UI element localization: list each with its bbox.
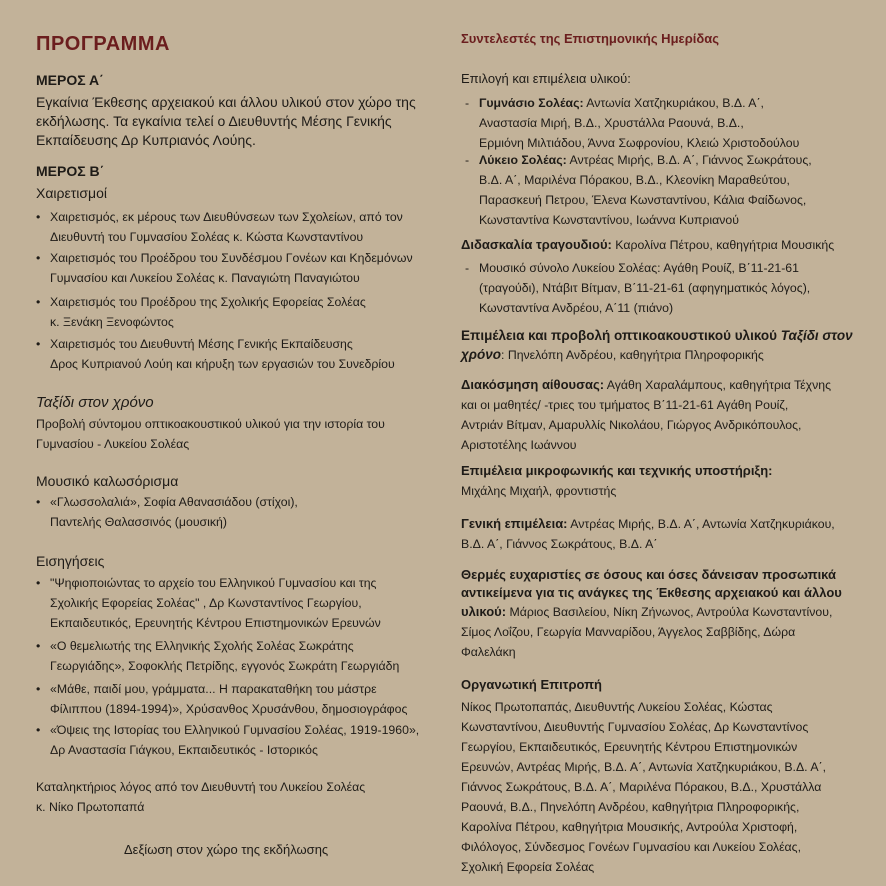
committee-list: Νίκος Πρωτοπαπάς, Διευθυντής Λυκείου Σολέας, Κώστας Κωνσταντίνου, Διευθυντής Γυμνασίου Σολέας, Δρ Κωνσταντίνος Γεωργίου, Εκπαιδευτικός, Ερευνητής Κέντρου Επιστημονικών Ερευνών, Αντρέας Μιρής, Β.Δ. Α΄, Αντωνία Χατζηκυριάκου, Β.Δ. Α΄, Γιάννος Σωκράτους, Β.Δ. Α΄, Μαριλένα Πόρακου, Β.Δ., Χρυστάλλα Ραουνά, Β.Δ., Πηνελόπη Ανδρέου, καθηγήτρια Πληροφορικής, Καρολίνα Πέτρου, καθηγήτρια Μουσικής, Αντρούλα Χριστοφή, Φιλόλογος, Σύνδεσμος Γονέων Γυμνασίου και Λυκείου Σολέας, Σχολική Εφορεία Σολέας bbox=[461, 700, 827, 874]
part-a-heading: ΜΕΡΟΣ Α΄ bbox=[36, 72, 104, 88]
selection-gymnasium: - Γυμνάσιο Σολέας: Αντωνία Χατζηκυριάκου, Β.Δ. Α΄, Αναστασία Μιρή, Β.Δ., Χρυστάλλα Ραουνά, Β.Δ., Ερμιόνη Μιλτιάδου, Άννα Σωφρονίου, Κλειώ Χριστοδούλου bbox=[465, 96, 800, 150]
talk-item: • «Ο θεμελιωτής της Ελληνικής Σχολής Σολέας Σωκράτης Γεωργιάδης», Σοφοκλής Πετρίδης, εγγονός Σωκράτη Γεωργιάδη bbox=[36, 639, 400, 673]
closing-line-1: Καταληκτήριος λόγος από τον Διευθυντή του Λυκείου Σολέας bbox=[36, 780, 366, 794]
greeting-item: • Χαιρετισμός του Διευθυντή Μέσης Γενικής Εκπαίδευσης Δρος Κυπριανού Λούη και κήρυξη των εργασιών του Συνεδρίου bbox=[36, 337, 395, 371]
journey-line-1: Προβολή σύντομου οπτικοακουστικού υλικού για την ιστορία του bbox=[36, 417, 385, 431]
part-a-line-1: Εγκαίνια Έκθεσης αρχειακού και άλλου υλικού στον χώρο της bbox=[36, 94, 416, 110]
selection-lyceum: - Λύκειο Σολέας: Αντρέας Μιρής, Β.Δ. Α΄, Γιάννος Σωκράτους, Β.Δ. Α΄, Μαριλένα Πόρακου, Β.Δ., Κλεονίκη Μαραθεύτου, Παρασκευή Πετρου, Έλενα Κωνσταντίνου, Κάλια Φαίδωνος, Κωνσταντίνα Κωνσταντίνου, Ιωάννα Κυπριανού bbox=[465, 153, 812, 227]
credits-title: Συντελεστές της Επιστημονικής Ημερίδας bbox=[461, 31, 719, 46]
greeting-item: • Χαιρετισμός του Προέδρου της Σχολικής Εφορείας Σολέας κ. Ξενάκη Ξενοφώντος bbox=[36, 295, 366, 329]
av-block: Επιμέλεια και προβολή οπτικοακουστικού υλικού Ταξίδι στον χρόνο: Πηνελόπη Ανδρέου, καθηγήτρια Πληροφορικής bbox=[461, 328, 853, 362]
talks-title: Εισηγήσεις bbox=[36, 553, 105, 569]
journey-title: Ταξίδι στον χρόνο bbox=[36, 394, 154, 411]
talk-item: • «Μάθε, παιδί μου, γράμματα... Η παρακαταθήκη του μάστρε Φίλιππου (1894-1994)», Χρύσανθος Χρυσάνθου, δημοσιογράφος bbox=[36, 682, 408, 716]
committee-title: Οργανωτική Επιτροπή bbox=[461, 677, 602, 692]
reception-note: Δεξίωση στον χώρο της εκδήλωσης bbox=[124, 842, 329, 857]
closing-line-2: κ. Νίκο Πρωτοπαπά bbox=[36, 800, 145, 814]
greetings-title: Χαιρετισμοί bbox=[36, 185, 107, 201]
tech-title: Επιμέλεια μικροφωνικής και τεχνικής υποστήριξη: bbox=[461, 463, 773, 478]
thanks-block: Θερμές ευχαριστίες σε όσους και όσες δάνεισαν προσωπικά αντικείμενα για τις ανάγκες της Έκθεσης αρχειακού και άλλου υλικού: Μάριος Βασιλείου, Νίκη Ζήνωνος, Αντρούλα Κωνσταντίνου, Σίμος Λοΐζου, Γεωργία Μανναρίδου, Άγγελος Σαββίδης, Δώρα Φαλελάκη bbox=[461, 567, 842, 659]
music-title: Μουσικό καλωσόρισμα bbox=[36, 473, 179, 489]
journey-line-2: Γυμνασίου - Λυκείου Σολέας bbox=[36, 437, 190, 451]
decoration-block: Διακόσμηση αίθουσας: Αγάθη Χαραλάμπους, καθηγήτρια Τέχνης και οι μαθητές/ -τριες του τμήματος Β΄11-21-61 Αγάθη Ρουίζ, Αντριάν Βίτμαν, Αμαρυλλίς Νικολάου, Γιώργος Ανδρικόπουλος, Αριστοτέλης Ιωάννου bbox=[461, 377, 832, 452]
greeting-item: • Χαιρετισμός του Προέδρου του Συνδέσμου Γονέων και Κηδεμόνων Γυμνασίου και Λυκείου Σολέας κ. Παναγιώτη Παναγιώτου bbox=[36, 251, 413, 285]
part-b-heading: ΜΕΡΟΣ Β΄ bbox=[36, 163, 105, 179]
part-a-line-2: εκδήλωσης. Τα εγκαίνια τελεί ο Διευθυντής Μέσης Γενικής bbox=[36, 113, 392, 129]
song-item: - Μουσικό σύνολο Λυκείου Σολέας: Αγάθη Ρουίζ, Β΄11-21-61 (τραγούδι), Ντάβιτ Βίτμαν, Β΄11-21-61 (αφηγηματικός λόγος), Κωνσταντίνα Ανδρέου, Α΄11 (πιάνο) bbox=[465, 261, 811, 315]
music-item: • «Γλωσσολαλιά», Σοφία Αθανασιάδου (στίχοι), Παντελής Θαλασσινός (μουσική) bbox=[36, 495, 298, 529]
part-a-line-3: Εκπαίδευσης Δρ Κυπριανός Λούης. bbox=[36, 132, 256, 148]
general-block: Γενική επιμέλεια: Αντρέας Μιρής, Β.Δ. Α΄, Αντωνία Χατζηκυριάκου, Β.Δ. Α΄, Γιάννος Σωκράτους, Β.Δ. Α΄ bbox=[461, 516, 835, 551]
tech-value: Μιχάλης Μιχαήλ, φροντιστής bbox=[461, 484, 617, 498]
greeting-item: • Χαιρετισμός, εκ μέρους των Διευθύνσεων των Σχολείων, από τον Διευθυντή του Γυμνασίου Σολέας κ. Κώστα Κωνσταντίνου bbox=[36, 210, 403, 244]
selection-title: Επιλογή και επιμέλεια υλικού: bbox=[461, 71, 631, 86]
song-line: Διδασκαλία τραγουδιού: Καρολίνα Πέτρου, καθηγήτρια Μουσικής bbox=[461, 237, 835, 252]
talk-item: • "Ψηφιοποιώντας το αρχείο του Ελληνικού Γυμνασίου και της Σχολικής Εφορείας Σολέας" , Δρ Κωνσταντίνος Γεωργίου, Εκπαιδευτικός, Ερευνητής Κέντρου Επιστημονικών Ερευνών bbox=[36, 576, 381, 630]
program-title: ΠΡΟΓΡΑΜΜΑ bbox=[36, 33, 170, 55]
talk-item: • «Όψεις της Ιστορίας του Ελληνικού Γυμνασίου Σολέας, 1919-1960», Δρ Αναστασία Γιάγκου, Εκπαιδευτικός - Ιστορικός bbox=[36, 723, 420, 757]
